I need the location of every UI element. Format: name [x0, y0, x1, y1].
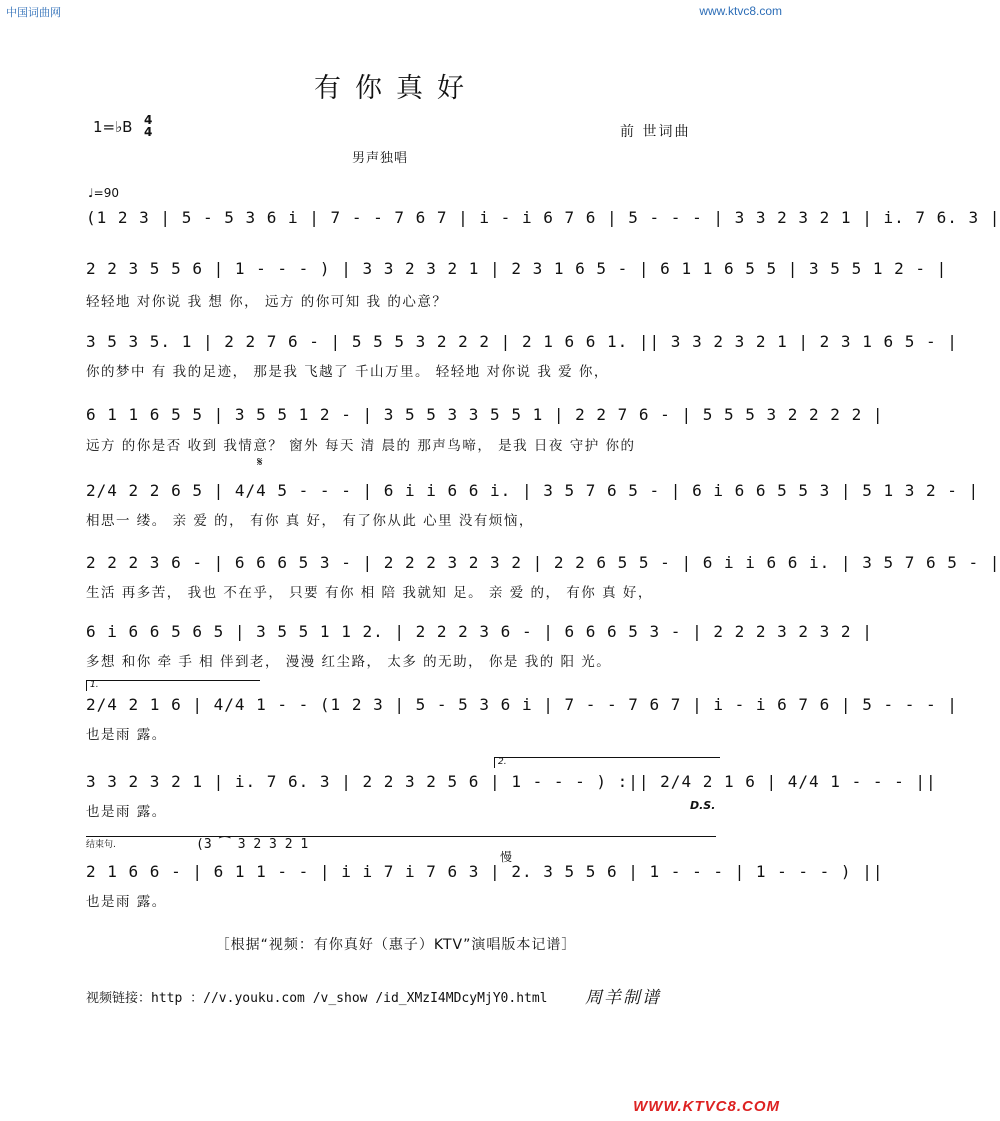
ds-mark: D.S.: [690, 799, 716, 812]
performance-type: 男声独唱: [352, 151, 409, 166]
lyrics-row: 也是雨 露。: [86, 804, 167, 820]
grace-notes: (3 ⁀ 3 2 3 2 1: [196, 837, 309, 852]
notes-row: 2 1 6 6 - | 6 1 1 - - | i i 7 i 7 6 3 | 2. 3 5 5 6 | 1 - - - | 1 - - - ) ||: [86, 862, 884, 881]
video-link[interactable]: 视频链接：http ：//v.youku.com /v_show /id_XMzI4MDcyMjY0.html: [86, 991, 548, 1006]
notes-row: 2 2 3 5 5 6 | 1 - - - ) | 3 3 2 3 2 1 | 2 3 1 6 5 - | 6 1 1 6 5 5 | 3 5 5 1 2 - |: [86, 259, 948, 278]
volta-2-bracket: 2.: [494, 757, 720, 768]
notes-row: 6 1 1 6 5 5 | 3 5 5 1 2 - | 3 5 5 3 3 5 5 1 | 2 2 7 6 - | 5 5 5 3 2 2 2 2 |: [86, 405, 884, 424]
volta-1-bracket: 1.: [86, 680, 260, 691]
transcription-note: ［根据“视频：有你真好（惠子）KTV”演唱版本记谱］: [215, 937, 577, 953]
lyrics-row: 远方 的你是否 收到 我情意？ 窗外 每天 清 晨的 那声鸟啼， 是我 日夜 守护 你的: [86, 438, 636, 454]
site-name-left[interactable]: 中国词曲网: [6, 6, 61, 19]
lyrics-row: 生活 再多苦， 我也 不在乎， 只要 有你 相 陪 我就知 足。 亲 爱 的， 有你 真 好，: [86, 585, 653, 601]
watermark-logo: WWW.KTVC8.COM: [633, 1098, 780, 1115]
time-top: 4: [144, 113, 153, 127]
transcriber-signature: 周羊制谱: [585, 988, 661, 1008]
key-signature: 1=♭B: [93, 118, 133, 136]
lyrics-row: 也是雨 露。: [86, 727, 167, 743]
lyrics-row: 你的梦中 有 我的足迹， 那是我 飞越了 千山万里。 轻轻地 对你说 我 爱 你，: [86, 364, 609, 380]
notes-row: 6 i 6 6 5 6 5 | 3 5 5 1 1 2. | 2 2 2 3 6 - | 6 6 6 5 3 - | 2 2 2 3 2 3 2 |: [86, 622, 873, 641]
author-credit: 前 世词曲: [620, 124, 691, 140]
notes-row: 2/4 2 2 6 5 | 4/4 5 - - - | 6 i i 6 6 i. | 3 5 7 6 5 - | 6 i 6 6 5 5 3 | 5 1 3 2 - |: [86, 481, 980, 500]
lyrics-row: 多想 和你 牵 手 相 伴到老， 漫漫 红尘路， 太多 的无助， 你是 我的 阳 光。: [86, 654, 612, 670]
tempo-mark: ♩=90: [88, 186, 119, 200]
notes-row: 3 5 3 5. 1 | 2 2 7 6 - | 5 5 5 3 2 2 2 | 2 1 6 6 1. || 3 3 2 3 2 1 | 2 3 1 6 5 - |: [86, 332, 958, 351]
segno-mark: 𝄋: [257, 455, 263, 470]
lyrics-row: 轻轻地 对你说 我 想 你， 远方 的你可知 我 的心意？: [86, 294, 448, 310]
notes-row: 2 2 2 3 6 - | 6 6 6 5 3 - | 2 2 2 3 2 3 2 | 2 2 6 5 5 - | 6 i i 6 6 i. | 3 5 7 6 5 - |: [86, 553, 1000, 572]
ending-bracket: [86, 836, 716, 837]
lyrics-row: 也是雨 露。: [86, 894, 167, 910]
notes-row: 3 3 2 3 2 1 | i. 7 6. 3 | 2 2 3 2 5 6 | 1 - - - ) :|| 2/4 2 1 6 | 4/4 1 - - - ||: [86, 772, 937, 791]
notes-row: 2/4 2 1 6 | 4/4 1 - - (1 2 3 | 5 - 5 3 6 i | 7 - - 7 6 7 | i - i 6 7 6 | 5 - - - |: [86, 695, 958, 714]
song-title: 有你真好: [314, 73, 478, 104]
notes-row: (1 2 3 | 5 - 5 3 6 i | 7 - - 7 6 7 | i - i 6 7 6 | 5 - - - | 3 3 2 3 2 1 | i. 7 6. 3 |: [86, 208, 1000, 227]
time-bottom: 4: [144, 125, 153, 139]
slow-mark: 慢: [500, 850, 513, 864]
lyrics-row: 相思一 缕。 亲 爱 的， 有你 真 好， 有了你从此 心里 没有烦恼，: [86, 513, 534, 529]
ending-label: 结束句.: [86, 840, 116, 850]
time-signature: [144, 114, 152, 138]
site-url-right[interactable]: www.ktvc8.com: [699, 4, 782, 18]
